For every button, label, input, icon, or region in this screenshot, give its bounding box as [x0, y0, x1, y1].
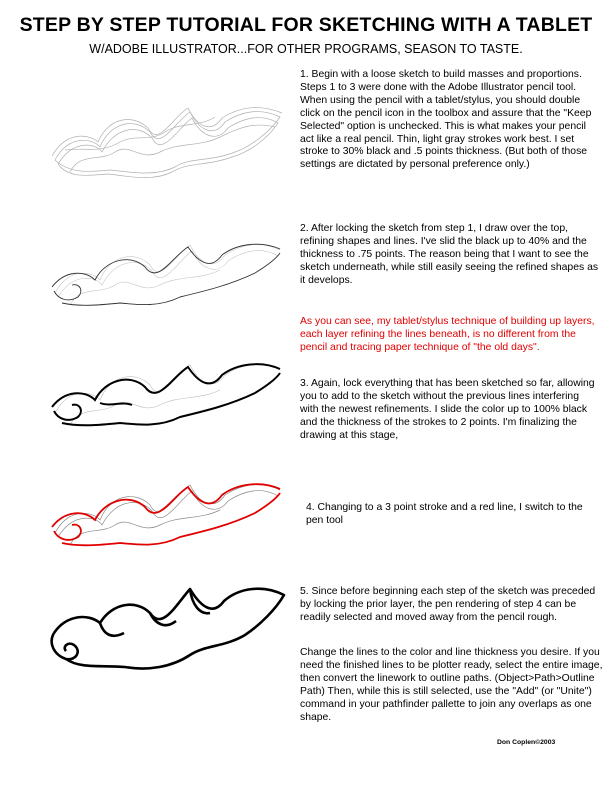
page-title: STEP BY STEP TUTORIAL FOR SKETCHING WITH A TABLET [19, 14, 593, 36]
step-5-followup-text: Change the lines to the color and line thickness you desire. If you need the finished lines to be plotter ready, select the entire image, then convert the linework to outline paths. (Object>Path>Outline Path) Then, while this is still selected, use the "Add" (or "Unite") command in your pathfinder pallette to join any overlaps as one shape. [300, 647, 603, 723]
step-1-text: 1. Begin with a loose sketch to build masses and proportions. Steps 1 to 3 were done with the Adobe Illustrator pencil tool. When using the pencil with a tablet/stylus, you should double click on the pencil icon in the toolbox and assure that the "Keep Selected" option is unchecked. This is what makes your pencil act like a real pencil. Thin, light gray strokes work best. I set stroke to 30% black and .5 points thickness. (But both of those settings are dictated by personal preference only.) [300, 69, 592, 171]
step-4-text: 4. Changing to a 3 point stroke and a red line, I switch to the pen tool [306, 502, 583, 526]
step-3-text: 3. Again, lock everything that has been sketched so far, allowing you to add to the sketch without the previous lines interfering with the newest refinements. I slide the color up to 100% black and the thickness of the strokes to 2 points. I'm finalizing the drawing at this stage, [300, 378, 595, 441]
page-subtitle: W/ADOBE ILLUSTRATOR...FOR OTHER PROGRAMS, SEASON TO TASTE. [89, 42, 523, 56]
sketch-step-3-image [40, 345, 290, 445]
sketch-step-2-image [40, 225, 290, 325]
step-2-text: 2. After locking the sketch from step 1, I draw over the top, refining shapes and lines. I've slid the black up to 40% and the thickness to .75 points. The reason being that I want to see the sketch underneath, while still easily seeing the refined shapes as it develops. [300, 223, 599, 286]
step-5-text: 5. Since before beginning each step of the sketch was preceded by locking the prior layer, the pen rendering of step 4 can be readily selected and moved away from the pencil rough. [300, 586, 596, 623]
author-credit: Don Coplen©2003 [497, 739, 556, 746]
sketch-step-1-image [40, 92, 290, 192]
sketch-step-4-image [40, 465, 290, 565]
sketch-step-5-image [40, 575, 290, 685]
technique-note: As you can see, my tablet/stylus technique of building up layers, each layer refining the lines beneath, is no different from the pencil and tracing paper technique of "the old days". [300, 316, 595, 353]
